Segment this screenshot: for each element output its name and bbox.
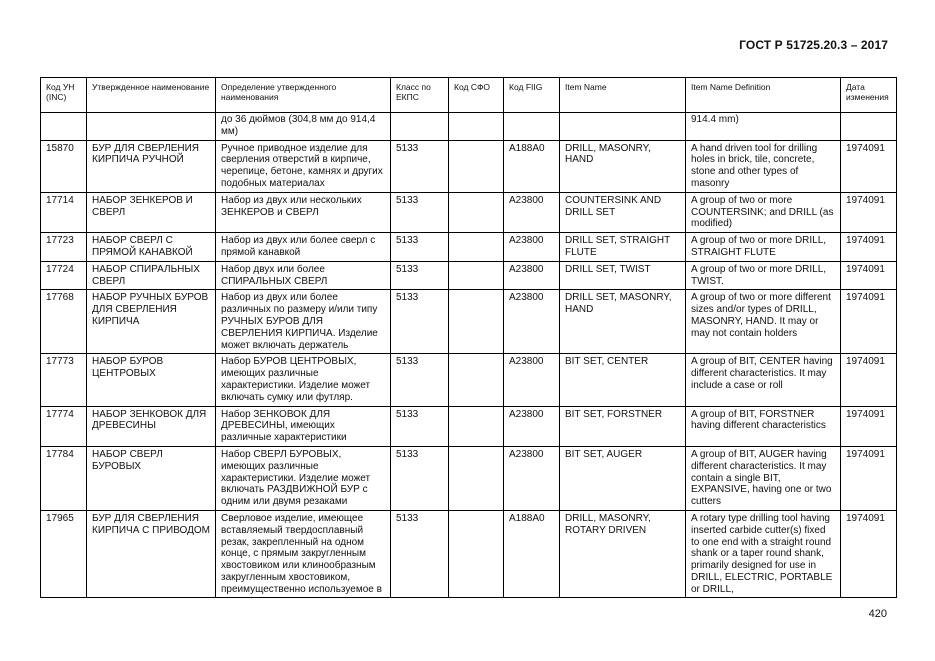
cell-item-name: DRILL SET, TWIST (560, 261, 686, 290)
cell-definition: Набор БУРОВ ЦЕНТРОВЫХ, имеющих различные характеристики. Изделие может включать сумку или футляр. (216, 354, 391, 406)
cell-fiig-code: A23800 (504, 192, 560, 232)
table-row (41, 290, 897, 354)
cell-ekps-class: 5133 (391, 192, 449, 232)
cell-approved-name: НАБОР СВЕРЛ БУРОВЫХ (87, 446, 216, 510)
cell-fiig-code: A23800 (504, 261, 560, 290)
cell-change-date (841, 113, 897, 141)
cell-item-definition: A group of BIT, FORSTNER having different characteristics (686, 406, 841, 446)
cell-change-date: 1974091 (841, 261, 897, 290)
cell-fiig-code: A188A0 (504, 510, 560, 598)
column-header-ekps-class: Класс по ЕКПС (391, 78, 449, 113)
cell-change-date: 1974091 (841, 446, 897, 510)
cell-inc-code: 17714 (41, 192, 87, 232)
cell-item-name: BIT SET, FORSTNER (560, 406, 686, 446)
cell-ekps-class: 5133 (391, 354, 449, 406)
cell-approved-name: НАБОР СВЕРЛ С ПРЯМОЙ КАНАВКОЙ (87, 233, 216, 262)
cell-sfo-code (449, 510, 504, 598)
cell-definition: Набор СВЕРЛ БУРОВЫХ, имеющих различные характеристики. Изделие может включать РАЗДВИЖНОЙ БУР с одним или двумя резаками (216, 446, 391, 510)
cell-definition: Ручное приводное изделие для сверления отверстий в кирпиче, черепице, бетоне, камнях и других подобных материалах (216, 140, 391, 192)
cell-item-name: DRILL, MASONRY, ROTARY DRIVEN (560, 510, 686, 598)
cell-item-definition: A group of two or more COUNTERSINK; and DRILL (as modified) (686, 192, 841, 232)
table-row (41, 446, 897, 510)
cell-inc-code (41, 113, 87, 141)
cell-change-date: 1974091 (841, 140, 897, 192)
cell-item-definition: A group of two or more different sizes and/or types of DRILL, MASONRY, HAND. It may or may not contain holders (686, 290, 841, 354)
cell-item-definition: 914.4 mm) (686, 113, 841, 141)
cell-definition: до 36 дюймов (304,8 мм до 914,4 мм) (216, 113, 391, 141)
cell-approved-name: НАБОР СПИРАЛЬНЫХ СВЕРЛ (87, 261, 216, 290)
cell-approved-name: БУР ДЛЯ СВЕРЛЕНИЯ КИРПИЧА РУЧНОЙ (87, 140, 216, 192)
cell-fiig-code: A23800 (504, 290, 560, 354)
column-header-approved-name: Утвержденное наименование (87, 78, 216, 113)
table-row (41, 406, 897, 446)
table-row (41, 510, 897, 598)
cell-ekps-class: 5133 (391, 261, 449, 290)
table-row (41, 261, 897, 290)
cell-inc-code: 17773 (41, 354, 87, 406)
column-header-fiig-code: Код FIIG (504, 78, 560, 113)
cell-definition: Набор из двух или более сверл с прямой канавкой (216, 233, 391, 262)
cell-sfo-code (449, 446, 504, 510)
cell-ekps-class (391, 113, 449, 141)
cell-item-definition: A group of BIT, CENTER having different characteristics. It may include a case or roll (686, 354, 841, 406)
cell-inc-code: 15870 (41, 140, 87, 192)
cell-inc-code: 17768 (41, 290, 87, 354)
cell-sfo-code (449, 354, 504, 406)
table-header-row (41, 78, 897, 113)
cell-sfo-code (449, 406, 504, 446)
cell-sfo-code (449, 192, 504, 232)
cell-item-name: BIT SET, CENTER (560, 354, 686, 406)
column-header-definition: Определение утвержденного наименования (216, 78, 391, 113)
table-row (41, 192, 897, 232)
cell-item-name (560, 113, 686, 141)
cell-item-name: DRILL SET, MASONRY, HAND (560, 290, 686, 354)
cell-inc-code: 17774 (41, 406, 87, 446)
cell-inc-code: 17965 (41, 510, 87, 598)
cell-sfo-code (449, 233, 504, 262)
cell-fiig-code: A23800 (504, 354, 560, 406)
cell-approved-name: НАБОР ЗЕНКЕРОВ И СВЕРЛ (87, 192, 216, 232)
cell-ekps-class: 5133 (391, 510, 449, 598)
classification-table (40, 77, 897, 598)
cell-change-date: 1974091 (841, 233, 897, 262)
cell-definition: Набор из двух или нескольких ЗЕНКЕРОВ и СВЕРЛ (216, 192, 391, 232)
table-body (41, 113, 897, 598)
table-row (41, 233, 897, 262)
cell-approved-name: БУР ДЛЯ СВЕРЛЕНИЯ КИРПИЧА С ПРИВОДОМ (87, 510, 216, 598)
cell-definition: Набор ЗЕНКОВОК ДЛЯ ДРЕВЕСИНЫ, имеющих различные характеристики (216, 406, 391, 446)
cell-approved-name (87, 113, 216, 141)
cell-ekps-class: 5133 (391, 233, 449, 262)
cell-ekps-class: 5133 (391, 290, 449, 354)
cell-approved-name: НАБОР РУЧНЫХ БУРОВ ДЛЯ СВЕРЛЕНИЯ КИРПИЧА (87, 290, 216, 354)
document-standard-header: ГОСТ Р 51725.20.3 – 2017 (739, 38, 888, 52)
cell-definition: Набор двух или более СПИРАЛЬНЫХ СВЕРЛ (216, 261, 391, 290)
cell-sfo-code (449, 140, 504, 192)
cell-item-definition: A group of BIT, AUGER having different characteristics. It may contain a single BIT, EXPANSIVE, having one or two cutters (686, 446, 841, 510)
cell-fiig-code (504, 113, 560, 141)
cell-item-definition: A group of two or more DRILL, STRAIGHT FLUTE (686, 233, 841, 262)
cell-sfo-code (449, 261, 504, 290)
cell-approved-name: НАБОР БУРОВ ЦЕНТРОВЫХ (87, 354, 216, 406)
column-header-item-definition: Item Name Definition (686, 78, 841, 113)
cell-inc-code: 17724 (41, 261, 87, 290)
column-header-sfo-code: Код СФО (449, 78, 504, 113)
cell-fiig-code: A23800 (504, 406, 560, 446)
cell-item-name: BIT SET, AUGER (560, 446, 686, 510)
table-row (41, 140, 897, 192)
cell-item-name: COUNTERSINK AND DRILL SET (560, 192, 686, 232)
cell-change-date: 1974091 (841, 290, 897, 354)
cell-fiig-code: A23800 (504, 446, 560, 510)
column-header-change-date: Дата изменения (841, 78, 897, 113)
cell-sfo-code (449, 290, 504, 354)
cell-item-definition: A rotary type drilling tool having inserted carbide cutter(s) fixed to one end with a straight round shank or a taper round shank, primarily designed for use in DRILL, ELECTRIC, PORTABLE or DRILL, (686, 510, 841, 598)
cell-approved-name: НАБОР ЗЕНКОВОК ДЛЯ ДРЕВЕСИНЫ (87, 406, 216, 446)
cell-fiig-code: A188A0 (504, 140, 560, 192)
cell-ekps-class: 5133 (391, 140, 449, 192)
cell-change-date: 1974091 (841, 406, 897, 446)
cell-item-name: DRILL, MASONRY, HAND (560, 140, 686, 192)
cell-definition: Набор из двух или более различных по размеру и/или типу РУЧНЫХ БУРОВ ДЛЯ СВЕРЛЕНИЯ КИРПИЧА. Изделие может включать держатель (216, 290, 391, 354)
column-header-item-name: Item Name (560, 78, 686, 113)
cell-change-date: 1974091 (841, 354, 897, 406)
cell-inc-code: 17723 (41, 233, 87, 262)
cell-change-date: 1974091 (841, 192, 897, 232)
column-header-inc: Код УН (INC) (41, 78, 87, 113)
table-row (41, 354, 897, 406)
cell-fiig-code: A23800 (504, 233, 560, 262)
cell-sfo-code (449, 113, 504, 141)
cell-item-name: DRILL SET, STRAIGHT FLUTE (560, 233, 686, 262)
cell-inc-code: 17784 (41, 446, 87, 510)
cell-ekps-class: 5133 (391, 406, 449, 446)
cell-ekps-class: 5133 (391, 446, 449, 510)
page-number: 420 (868, 608, 887, 620)
cell-item-definition: A group of two or more DRILL, TWIST. (686, 261, 841, 290)
cell-definition: Сверловое изделие, имеющее вставляемый твердосплавный резак, закрепленный на одном конце, с прямым закругленным хвостовиком или клинообразным закругленным хвостовиком, преимущественно используемое в (216, 510, 391, 598)
cell-item-definition: A hand driven tool for drilling holes in brick, tile, concrete, stone and other types of masonry (686, 140, 841, 192)
table-row-continuation (41, 113, 897, 141)
cell-change-date: 1974091 (841, 510, 897, 598)
